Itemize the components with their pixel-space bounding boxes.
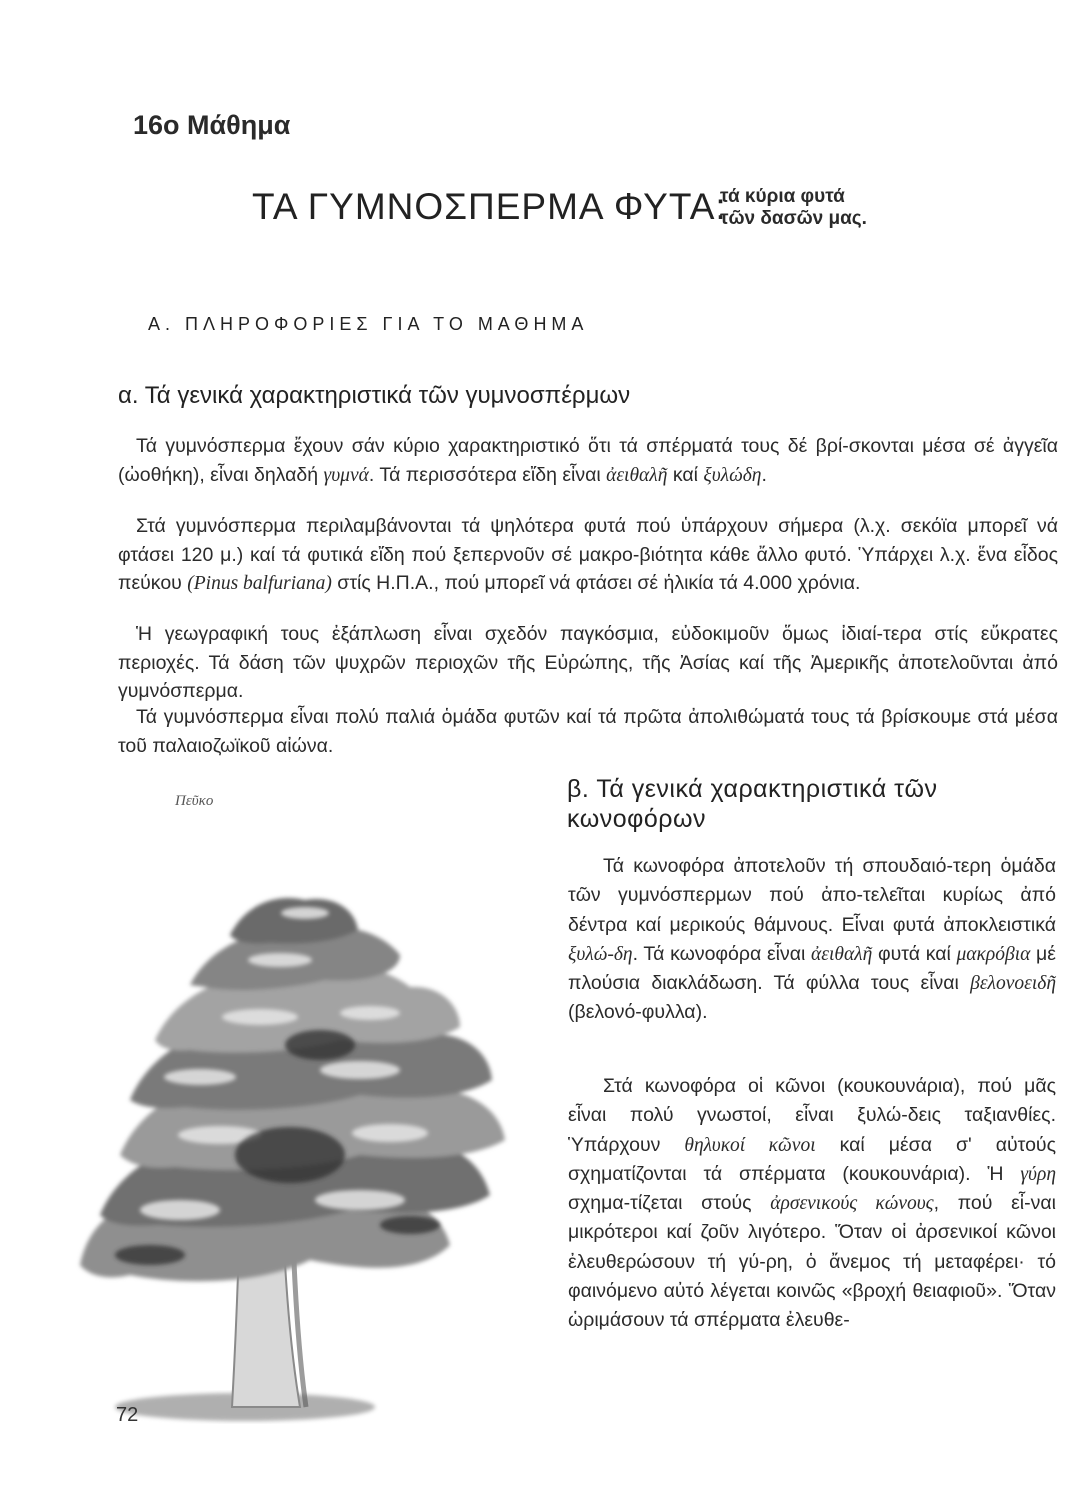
paragraph-a2: Στά γυμνόσπερμα περιλαμβάνονται τά ψηλότερα φυτά πού ὑπάρχουν σήμερα (λ.χ. σεκόϊα μπορεῖ νά φτάσει 120 μ.) καί τά φυτικά εἴδη πού ξεπερνοῦν σέ μακρο-βιότητα κάθε ἄλλο φυτό. Ὑπάρχει λ.χ. ἕνα εἶδος πεύκου (Pinus balfuriana) στίς Η.Π.Α., πού μπορεῖ νά φτάσει σέ ἡλικία τά 4.000 χρόνια. <box>118 515 1058 594</box>
subtitle-line-1: τά κύρια φυτά <box>720 186 845 207</box>
paragraph-b1: Τά κωνοφόρα ἀποτελοῦν τή σπουδαιό-τερη ὁμάδα τῶν γυμνόσπερμων πού ἀπο-τελεῖται κυρίως ἀπό δέντρα καί μερικούς θάμνους. Εἶναι φυτά ἀποκλειστικά ξυλώ-δη. Τά κωνοφόρα εἶναι ἀειθαλῆ φυτά καί μακρόβια μέ πλούσια διακλάδωση. Τά φύλλα τους εἶναι βελονοειδῆ (βελονό-φυλλα). <box>568 855 1056 1024</box>
paragraph-b2: Στά κωνοφόρα οἱ κῶνοι (κουκουνάρια), πού μᾶς εἶναι πολύ γνωστοί, εἶναι ξυλώ-δεις ταξιανθίες. Ὑπάρχουν θηλυκοί κῶνοι καί μέσα σ' αὐτούς σχηματίζονται τά σπέρματα (κουκουνάρια). Ἡ γύρη σχημα-τίζεται στούς ἀρσενικούς κώνους, πού εἶ-ναι μικρότεροι καί ζοῦν λιγότερο. Ὅταν οἱ ἀρσενικοί κῶνοι ἐλευθερώσουν τή γύ-ρη, ὁ ἄνεμος τή μεταφέρει· τό φαινόμενο αὐτό λέγεται κοινῶς «βροχή θειαφιοῦ». Ὅταν ὡριμάσουν τά σπέρματα ἐλευθε- <box>568 1075 1056 1332</box>
subsection-a-heading: α. Τά γενικά χαρακτηριστικά τῶν γυμνοσπέρμων <box>118 382 631 409</box>
figure-caption: Πεῦκο <box>175 793 214 809</box>
page-number: 72 <box>116 1404 139 1426</box>
subtitle-line-2: τῶν δασῶν μας. <box>720 208 867 229</box>
chapter-title: ΤΑ ΓΥΜΝΟΣΠΕΡΜΑ ΦΥΤΑ: <box>252 186 727 227</box>
chapter-subtitle <box>720 186 867 230</box>
paragraph-a4: Τά γυμνόσπερμα εἶναι πολύ παλιά ὁμάδα φυτῶν καί τά πρῶτα ἀπολιθώματά τους τά βρίσκουμε στά μέσα τοῦ παλαιοζωϊκοῦ αἰώνα. <box>118 706 1058 757</box>
section-heading: Α. ΠΛΗΡΟΦΟΡΙΕΣ ΓΙΑ ΤΟ ΜΑΘΗΜΑ <box>148 314 589 334</box>
pine-tree-illustration <box>60 815 565 1450</box>
subsection-b-heading: β. Τά γενικά χαρακτηριστικά τῶν κωνοφόρων <box>567 775 938 833</box>
paragraph-a3: Ἡ γεωγραφική τους ἐξάπλωση εἶναι σχεδόν παγκόσμια, εὐδοκιμοῦν ὅμως ἰδιαί-τερα στίς εὔκρατες περιοχές. Τά δάση τῶν ψυχρῶν περιοχῶν τῆς Εὐρώπης, τῆς Ἀσίας καί τῆς Ἀμερικῆς ἀποτελοῦνται ἀπό γυμνόσπερμα. <box>118 623 1058 702</box>
lesson-label: 16ο Μάθημα <box>133 110 291 140</box>
paragraph-a1: Τά γυμνόσπερμα ἔχουν σάν κύριο χαρακτηριστικό ὅτι τά σπέρματά τους δέ βρί-σκονται μέσα σέ ἀγγεῖα (ὠοθήκη), εἶναι δηλαδή γυμνά. Τά περισσότερα εἴδη εἶναι ἀειθαλῆ καί ξυλώδη. <box>118 435 1058 486</box>
